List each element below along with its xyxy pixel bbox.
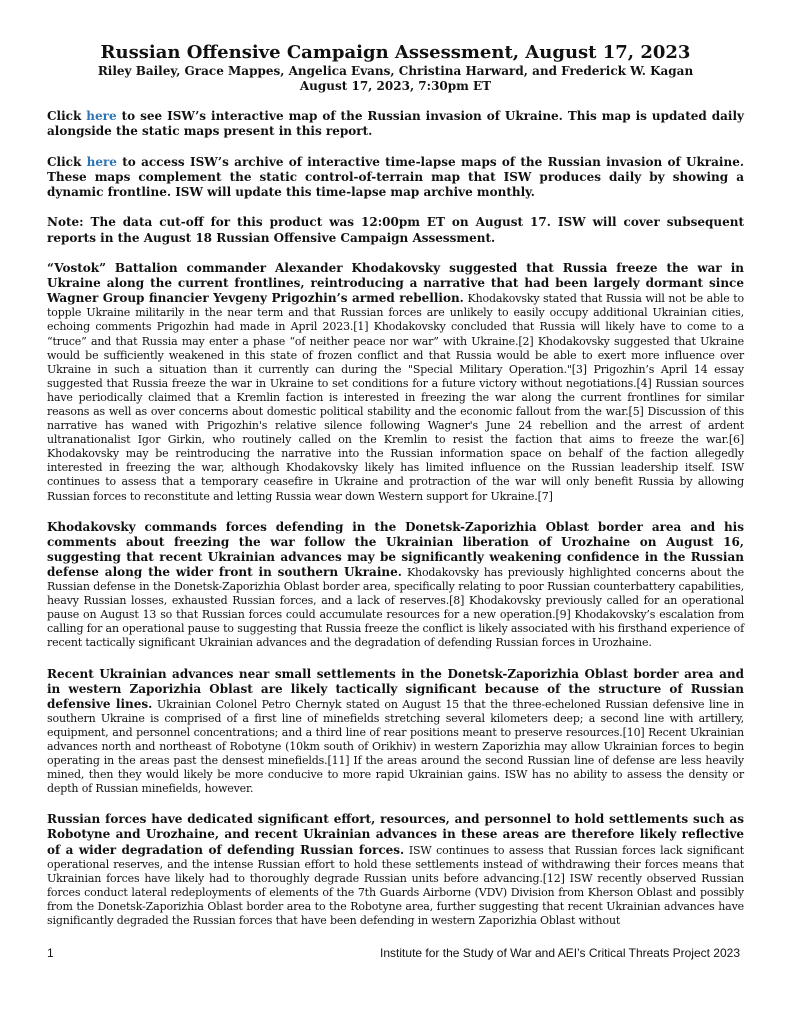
paragraph-text: Ukrainian Colonel Petro Chernyk stated on August 15 that the three-echeloned Russian defensive line in southern Ukraine is comprised of a first line of minefields stretching several kilometers deep; a second line with artillery, equipment, and personnel concentrations; and a third line of rear positions meant to preserve resources.[10] Recent Ukrainian advances north and northeast of Robotyne (10km south of Orikhiv) in western Zaporizhia may allow Ukrainian forces to begin operating in the areas past the densest minefields.[11] If the areas around the second Russian line of defense are less heavily mined, then they would likely be more conducive to more rapid Ukrainian gains. ISW has no ability to assess the density or depth of Russian minefields, however. — [47, 697, 744, 796]
timelapse-archive-note-text: to access ISW’s archive of interactive time-lapse maps of the Russian invasion of Ukraine. These maps complement the static control-of-terrain map that ISW produces daily by showing a dynamic frontline. ISW will update this time-lapse map archive monthly. — [47, 154, 745, 200]
document-body — [47, 42, 744, 928]
paragraph-lead: “Vostok” Battalion commander Alexander Khodakovsky suggested that Russia freeze the war in Ukraine along the current frontlines, reintroducing a narrative that had been largely dormant since Wagner Group financier Yevgeny Prigozhin’s armed rebellion. — [47, 261, 744, 306]
body-paragraph — [47, 261, 744, 504]
body-paragraph — [47, 520, 744, 651]
data-cutoff-note: Note: The data cut-off for this product was 12:00pm ET on August 17. ISW will cover subsequent reports in the August 18 Russian Offensive Campaign Assessment. — [47, 215, 744, 245]
report-date: August 17, 2023, 7:30pm ET — [299, 79, 492, 93]
report-title: Russian Offensive Campaign Assessment, August 17, 2023 — [100, 42, 691, 63]
interactive-map-link[interactable]: here — [86, 109, 117, 123]
paragraph-text: Khodakovsky has previously highlighted concerns about the Russian defense in the Donetsk-Zaporizhia Oblast border area, specifically relating to poor Russian counterbattery capabilities, heavy Russian losses, exhausted Russian forces, and a lack of reserves.[8] Khodakovsky previously called for an operational pause on August 13 so that Russian forces could accumulate resources for a new operation.[9] Khodakovsky’s escalation from calling for an operational pause to suggesting that Russia freeze the conflict is likely associated with his firsthand experience of recent tactically significant Ukrainian advances and the degradation of defending Russian forces in Urozhaine. — [47, 565, 744, 650]
body-paragraph — [47, 812, 744, 928]
click-text: Click — [47, 109, 87, 123]
interactive-map-note-text: to see ISW’s interactive map of the Russian invasion of Ukraine. This map is updated daily alongside the static maps present in this report. — [47, 109, 744, 139]
interactive-map-note — [47, 109, 744, 140]
paragraph-lead: Recent Ukrainian advances near small settlements in the Donetsk-Zaporizhia Oblast border area and in western Zaporizhia Oblast are likely tactically significant because of the structure of Russian defensive lines. — [47, 666, 744, 711]
footer-organization: Institute for the Study of War and AEI’s Critical Threats Project 2023 — [380, 946, 740, 960]
timelapse-archive-link[interactable]: here — [86, 154, 117, 169]
report-authors: Riley Bailey, Grace Mappes, Angelica Evans, Christina Harward, and Frederick W. Kagan — [97, 64, 694, 78]
body-paragraph — [47, 667, 744, 797]
timelapse-archive-note — [47, 155, 744, 201]
click-text: Click — [47, 154, 87, 169]
page-number: 1 — [47, 946, 54, 960]
paragraph-text: Khodakovsky stated that Russia will not be able to topple Ukraine militarily in the near term and that Russian forces are unlikely to easily occupy additional Ukrainian cities, echoing comments Prigozhin had made in April 2023.[1] Khodakovsky concluded that Russia will likely have to come to a “truce” and that Russia may enter a phase “of neither peace nor war” with Ukraine.[2] Khodakovsky suggested that Ukraine would be sufficiently weakened in this state of frozen conflict and that Russia would be able to exert more influence over Ukraine in such a situation than it currently can during the "Special Military Operation."[3] Prigozhin’s April 14 essay suggested that Russia freeze the war in Ukraine to set conditions for a future victory without negotiations.[4] Russian sources have periodically claimed that a Kremlin faction is interested in freezing the war along the current frontlines for similar reasons as well as over concerns about domestic political stability and the economic fallout from the war.[5] Discussion of this narrative has waned with Prigozhin's relative silence following Wagner's June 24 rebellion and the arrest of ardent ultranationalist Igor Girkin, who routinely called on the Kremlin to resist the faction that aims to freeze the war.[6] Khodakovsky may be reintroducing the narrative into the Russian information space on behalf of the faction allegedly interested in freezing the war, although Khodakovsky likely has limited influence on the Russian leadership itself. ISW continues to assess that a temporary ceasefire in Ukraine and protraction of the war will only benefit Russia by allowing Russian forces to reconstitute and letting Russia wear down Western support for Ukraine.[7] — [47, 292, 744, 503]
paragraph-lead: Russian forces have dedicated significant effort, resources, and personnel to hold settlements such as Robotyne and Urozhaine, and recent Ukrainian advances in these areas are therefore likely reflective of a wider degradation of defending Russian forces. — [47, 812, 744, 857]
paragraph-lead: Khodakovsky commands forces defending in the Donetsk-Zaporizhia Oblast border area and his comments about freezing the war follow the Ukrainian liberation of Urozhaine on August 16, suggesting that recent Ukrainian advances may be significantly weakening confidence in the Russian defense along the wider front in southern Ukraine. — [47, 519, 744, 579]
page-footer — [47, 946, 744, 962]
paragraph-text: ISW continues to assess that Russian forces lack significant operational reserves, and the intense Russian effort to hold these settlements instead of withdrawing their forces means that Ukrainian forces have likely had to thoroughly degrade Russian units before advancing.[12] ISW recently observed Russian forces conduct lateral redeployments of elements of the 7th Guards Airborne (VDV) Division from Kherson Oblast and possibly from the Donetsk-Zaporizhia Oblast border area to the Robotyne area, further suggesting that recent Ukrainian advances have significantly degraded the Russian forces that have been defending in western Zaporizhia Oblast without — [47, 843, 745, 928]
